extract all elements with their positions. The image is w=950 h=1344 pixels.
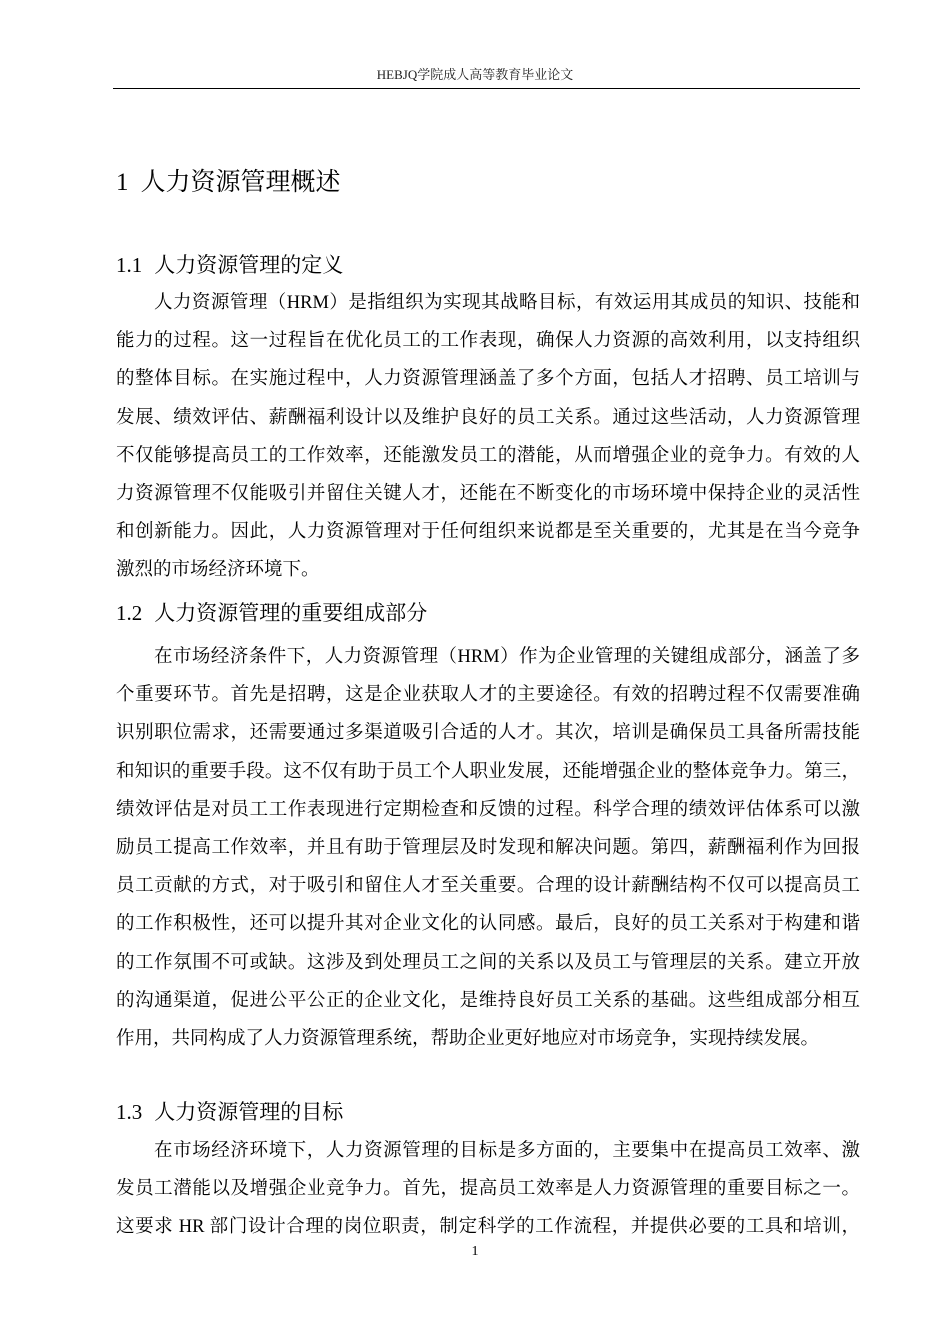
text-line: 激烈的市场经济环境下。 bbox=[116, 560, 320, 581]
text-line: 发展、绩效评估、薪酬福利设计以及维护良好的员工关系。通过这些活动，人力资源管理 bbox=[116, 407, 860, 428]
section-number: 1.1 bbox=[116, 253, 143, 277]
section-heading-1-3 bbox=[116, 1096, 343, 1126]
section-title: 人力资源管理的目标 bbox=[154, 1100, 344, 1124]
text-line: 的工作氛围不可或缺。这涉及到处理员工之间的关系以及员工与管理层的关系。建立开放 bbox=[116, 952, 860, 973]
text-line: 的整体目标。在实施过程中，人力资源管理涵盖了多个方面，包括人才招聘、员工培训与 bbox=[116, 369, 860, 390]
text-line: 识别职位需求，还需要通过多渠道吸引合适的人才。其次，培训是确保员工具备所需技能 bbox=[116, 723, 860, 744]
text-line: 的沟通渠道，促进公平公正的企业文化，是维持良好员工关系的基础。这些组成部分相互 bbox=[116, 990, 860, 1011]
text-line: 和知识的重要手段。这不仅有助于员工个人职业发展，还能增强企业的整体竞争力。第三， bbox=[116, 761, 860, 782]
section-number: 1.3 bbox=[116, 1100, 143, 1124]
page-number: 1 bbox=[471, 1244, 479, 1259]
chapter-number: 1 bbox=[116, 169, 129, 196]
section-title: 人力资源管理的重要组成部分 bbox=[154, 601, 428, 625]
chapter-heading bbox=[116, 162, 341, 198]
text-line: 绩效评估是对员工工作表现进行定期检查和反馈的过程。科学合理的绩效评估体系可以激 bbox=[116, 799, 860, 820]
text-line: 力资源管理不仅能吸引并留住关键人才，还能在不断变化的市场环境中保持企业的灵活性 bbox=[116, 483, 860, 504]
text-line: 不仅能够提高员工的工作效率，还能激发员工的潜能，从而增强企业的竞争力。有效的人 bbox=[116, 445, 860, 466]
text-line: 个重要环节。首先是招聘，这是企业获取人才的主要途径。有效的招聘过程不仅需要准确 bbox=[116, 685, 860, 706]
text-line: 和创新能力。因此，人力资源管理对于任何组织来说都是至关重要的，尤其是在当今竞争 bbox=[116, 522, 860, 543]
paragraph-1-2 bbox=[116, 638, 860, 1058]
header-rule bbox=[113, 88, 860, 89]
section-title: 人力资源管理的定义 bbox=[154, 253, 344, 277]
running-header: HEBJQ学院成人高等教育毕业论文 bbox=[376, 67, 574, 82]
text-line: 发员工潜能以及增强企业竞争力。首先，提高员工效率是人力资源管理的重要目标之一。 bbox=[116, 1179, 860, 1200]
text-line: 能力的过程。这一过程旨在优化员工的工作表现，确保人力资源的高效利用，以支持组织 bbox=[116, 331, 860, 352]
text-line: 人力资源管理（HRM）是指组织为实现其战略目标，有效运用其成员的知识、技能和 bbox=[154, 293, 860, 313]
section-heading-1-1 bbox=[116, 249, 343, 279]
text-line: 员工贡献的方式，对于吸引和留住人才至关重要。合理的设计薪酬结构不仅可以提高员工 bbox=[116, 876, 860, 897]
section-number: 1.2 bbox=[116, 601, 143, 625]
paragraph-1-1 bbox=[116, 284, 860, 590]
chapter-title: 人力资源管理概述 bbox=[140, 167, 341, 196]
text-line: 在市场经济条件下，人力资源管理（HRM）作为企业管理的关键组成部分，涵盖了多 bbox=[154, 647, 860, 667]
text-line: 励员工提高工作效率，并且有助于管理层及时发现和解决问题。第四，薪酬福利作为回报 bbox=[116, 837, 860, 858]
section-heading-1-2 bbox=[116, 597, 427, 627]
paragraph-1-3 bbox=[116, 1132, 860, 1247]
text-line: 作用，共同构成了人力资源管理系统，帮助企业更好地应对市场竞争，实现持续发展。 bbox=[116, 1028, 820, 1049]
text-line: 这要求 HR 部门设计合理的岗位职责，制定科学的工作流程，并提供必要的工具和培训， bbox=[116, 1217, 860, 1238]
text-line: 的工作积极性，还可以提升其对企业文化的认同感。最后，良好的员工关系对于构建和谐 bbox=[116, 914, 860, 935]
text-line: 在市场经济环境下，人力资源管理的目标是多方面的，主要集中在提高员工效率、激 bbox=[154, 1141, 860, 1161]
